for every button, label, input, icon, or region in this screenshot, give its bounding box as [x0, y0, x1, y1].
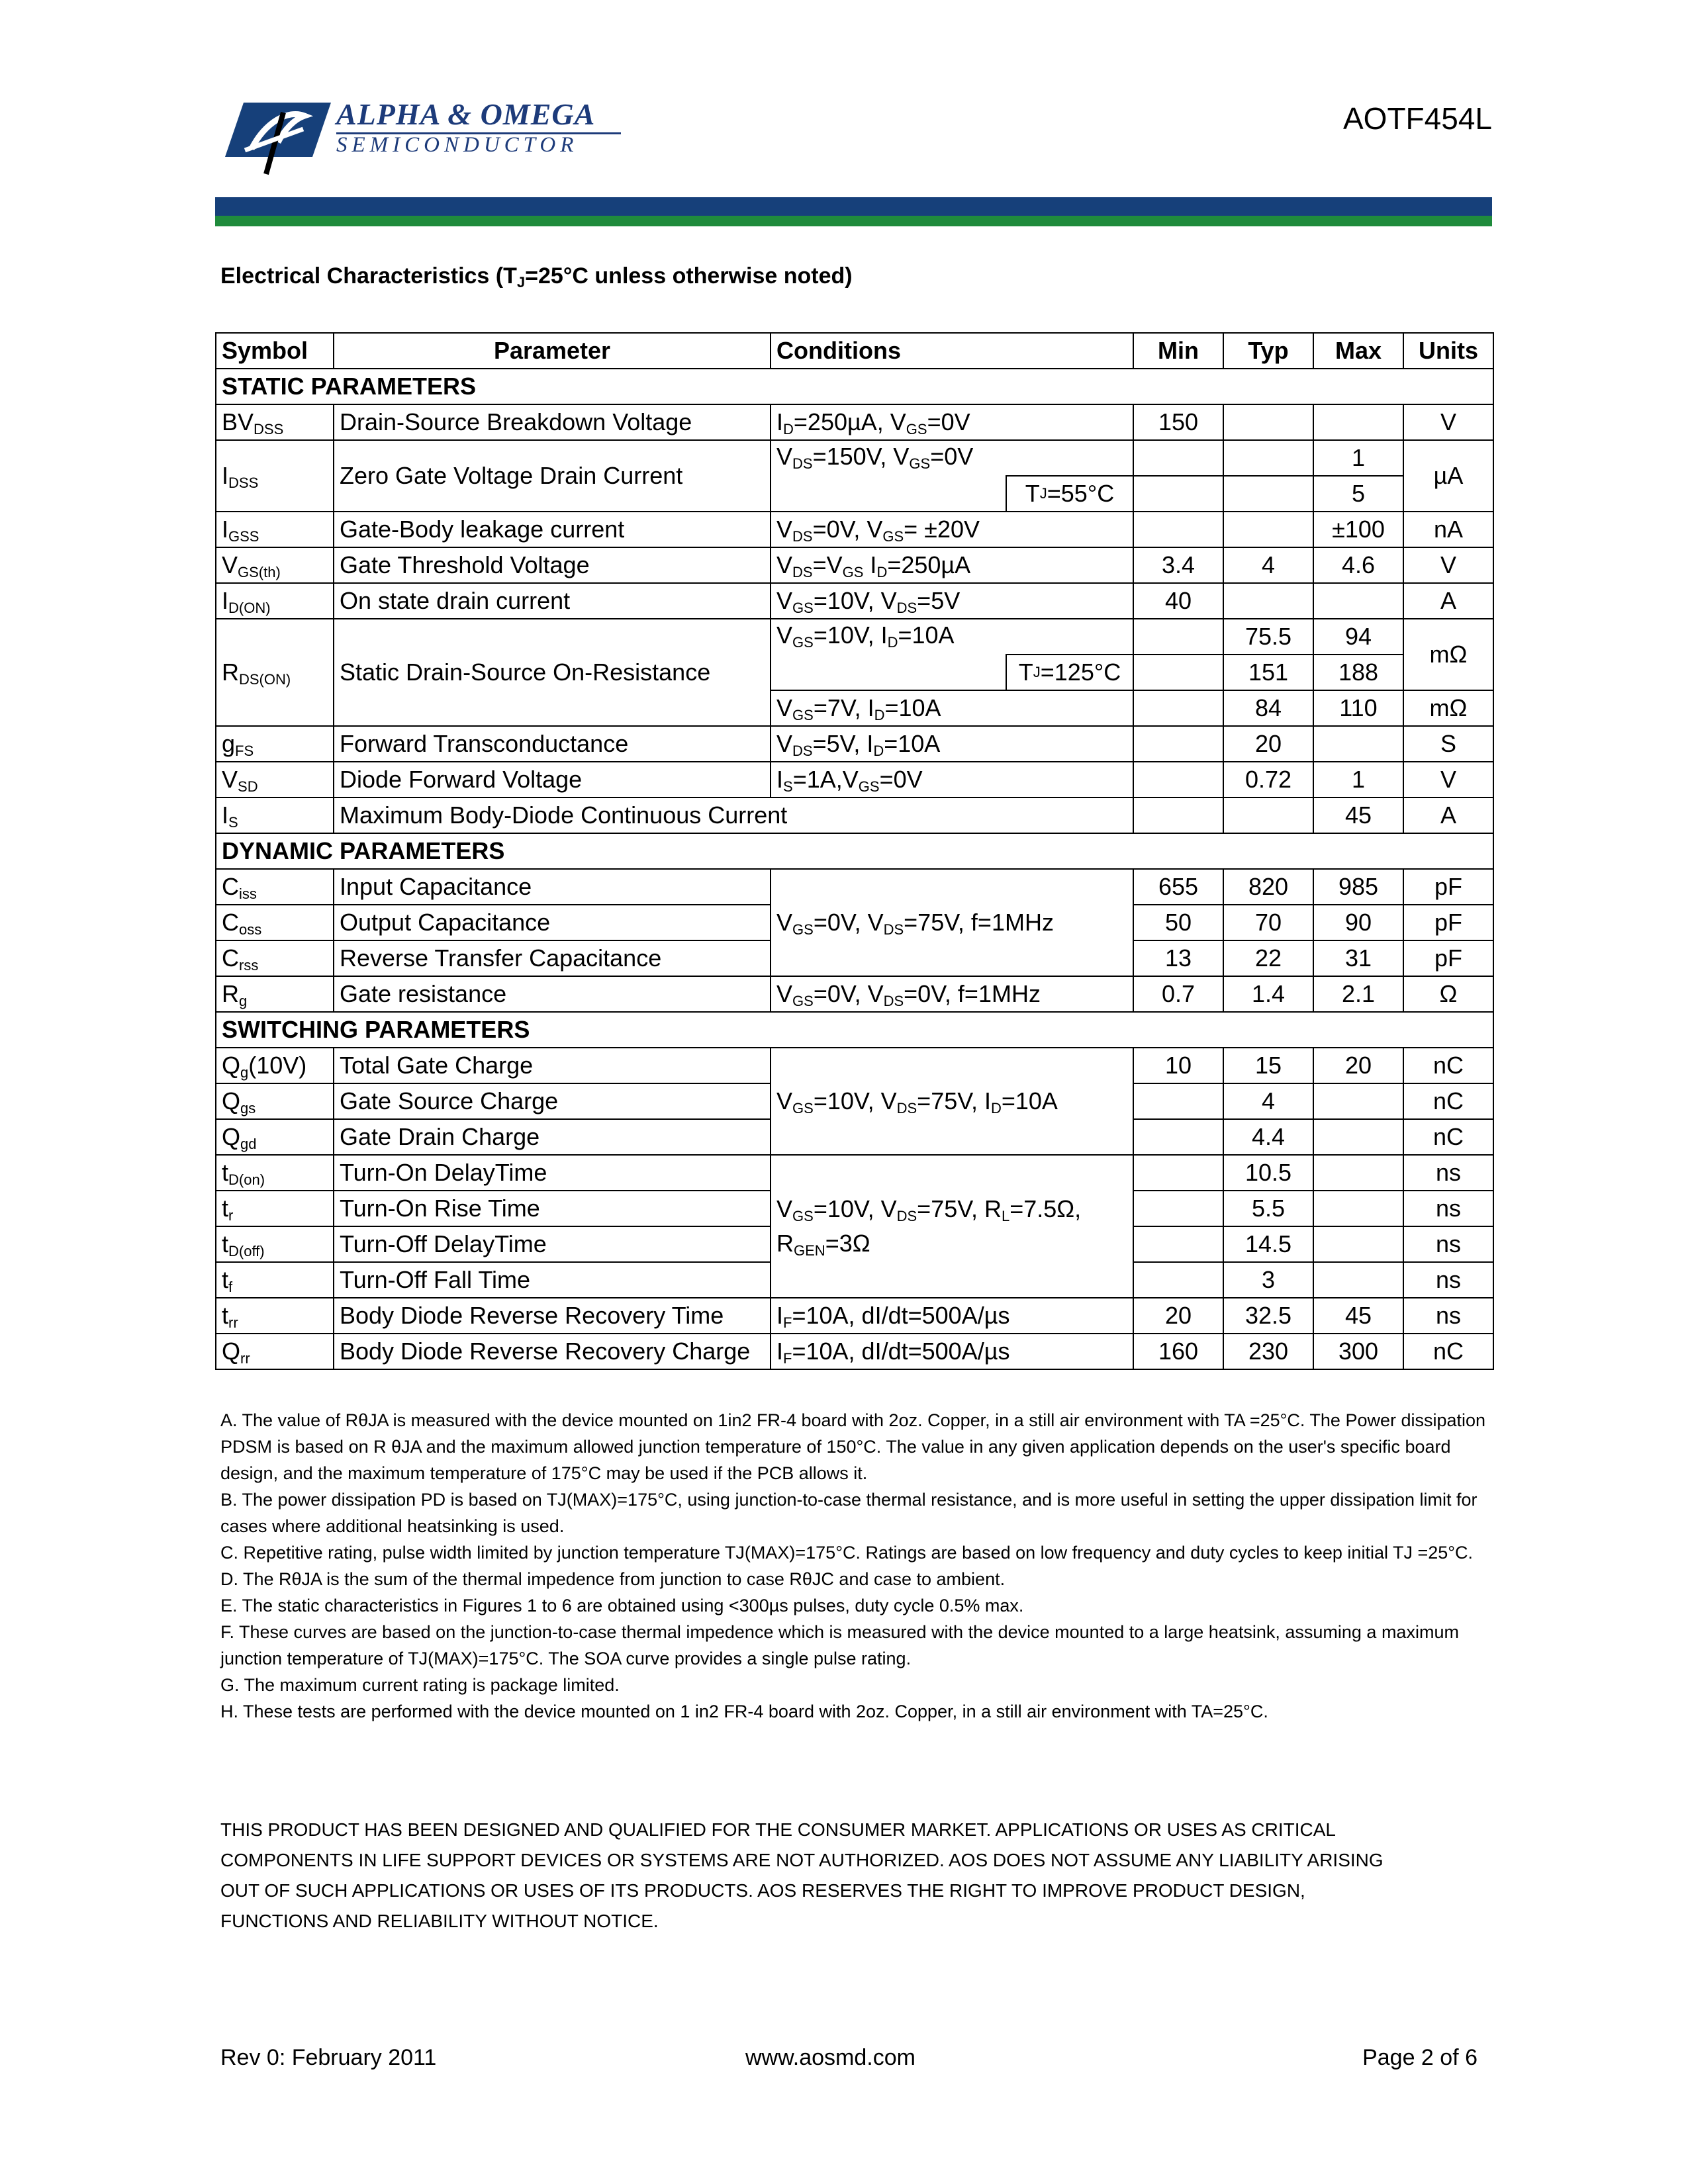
- min-qrr: 160: [1133, 1334, 1223, 1369]
- typ-rdson-2: 151: [1223, 655, 1313, 690]
- header-parameter: Parameter: [334, 333, 771, 369]
- table-row: [216, 404, 1493, 440]
- cond-capacitance: $V_{GS}=0V$, $V_{DS}=75V$, f=1MHz: [771, 869, 1133, 976]
- typ-tdon: 10.5: [1223, 1155, 1313, 1191]
- param-ciss: Input Capacitance: [334, 869, 771, 905]
- symbol-qrr: $Q_{rr}$: [216, 1334, 334, 1369]
- cond-gate-charge: $V_{GS}=10V$, $V_{DS}=75V$, $I_D=10A$: [771, 1048, 1133, 1155]
- table-row: [216, 440, 1493, 476]
- symbol-is: $I_S$: [216, 797, 334, 833]
- min-ciss: 655: [1133, 869, 1223, 905]
- disclaimer-line: OUT OF SUCH APPLICATIONS OR USES OF ITS PRODUCTS. AOS RESERVES THE RIGHT TO IMPROVE PRODUCT DESIGN,: [220, 1880, 1305, 1901]
- section-title: Electrical Characteristics ($T_J=25^\circ C$ unless otherwise noted): [220, 263, 853, 291]
- table-row: [216, 1298, 1493, 1334]
- symbol-gfs: $g_{FS}$: [216, 726, 334, 762]
- note-h: H. These tests are performed with the device mounted on 1 in2 FR-4 board with 2oz. Copper, in a still air environment with TA=25°C.: [220, 1702, 1268, 1721]
- unit-vgsth: V: [1403, 547, 1493, 583]
- unit-is: A: [1403, 797, 1493, 833]
- min-qg: 10: [1133, 1048, 1223, 1083]
- cond-gfs: $V_{DS}=5V$, $I_D=10A$: [771, 726, 1133, 762]
- typ-vsd: 0.72: [1223, 762, 1313, 797]
- param-trr: Body Diode Reverse Recovery Time: [334, 1298, 771, 1334]
- param-tdoff: Turn-Off DelayTime: [334, 1226, 771, 1262]
- symbol-qgs: $Q_{gs}$: [216, 1083, 334, 1119]
- table-header-row: [216, 333, 1493, 369]
- symbol-igss: $I_{GSS}$: [216, 512, 334, 547]
- min-bvdss: 150: [1133, 404, 1223, 440]
- unit-tdon: ns: [1403, 1155, 1493, 1191]
- typ-qgs: 4: [1223, 1083, 1313, 1119]
- typ-crss: 22: [1223, 940, 1313, 976]
- param-crss: Reverse Transfer Capacitance: [334, 940, 771, 976]
- table-row: [216, 619, 1493, 655]
- unit-rdson-3: mΩ: [1403, 690, 1493, 726]
- typ-tdoff: 14.5: [1223, 1226, 1313, 1262]
- cond-igss: $V_{DS}=0V$, $V_{GS}= \pm 20V$: [771, 512, 1133, 547]
- min-vgsth: 3.4: [1133, 547, 1223, 583]
- max-crss: 31: [1313, 940, 1403, 976]
- symbol-tdoff: $t_{D(off)}$: [216, 1226, 334, 1262]
- unit-trr: ns: [1403, 1298, 1493, 1334]
- typ-gfs: 20: [1223, 726, 1313, 762]
- note-a: A. The value of RθJA is measured with the device mounted on 1in2 FR-4 board with 2oz. Copper, in a still air environment with TA =25°C. The Power dissipation PDSM is based on R θJA and the maximum allowed junction temperature of 150°C. The value in any given application depends on the user's specific board design, and the maximum temperature of 175°C may be used if the PCB allows it.: [220, 1410, 1486, 1483]
- param-coss: Output Capacitance: [334, 905, 771, 940]
- disclaimer-line: THIS PRODUCT HAS BEEN DESIGNED AND QUALIFIED FOR THE CONSUMER MARKET. APPLICATIONS OR USES AS CRITICAL: [220, 1819, 1336, 1840]
- typ-tr: 5.5: [1223, 1191, 1313, 1226]
- symbol-qg: $Q_g(10V)$: [216, 1048, 334, 1083]
- header-band-blue: [215, 197, 1492, 216]
- unit-vsd: V: [1403, 762, 1493, 797]
- param-vsd: Diode Forward Voltage: [334, 762, 771, 797]
- typ-qgd: 4.4: [1223, 1119, 1313, 1155]
- unit-ciss: pF: [1403, 869, 1493, 905]
- unit-igss: nA: [1403, 512, 1493, 547]
- typ-coss: 70: [1223, 905, 1313, 940]
- cond-rdson-3: $V_{GS}=7V$, $I_D=10A$: [771, 690, 1133, 726]
- symbol-trr: $t_{rr}$: [216, 1298, 334, 1334]
- unit-idss: µA: [1403, 440, 1493, 512]
- company-name: ALPHA & OMEGA: [336, 97, 596, 131]
- symbol-ciss: $C_{iss}$: [216, 869, 334, 905]
- max-rdson-2: 188: [1313, 655, 1403, 690]
- company-subtitle: SEMICONDUCTOR: [336, 133, 579, 157]
- symbol-tf: $t_f$: [216, 1262, 334, 1298]
- typ-ciss: 820: [1223, 869, 1313, 905]
- disclaimer-line: COMPONENTS IN LIFE SUPPORT DEVICES OR SYSTEMS ARE NOT AUTHORIZED. AOS DOES NOT ASSUME ANY LIABILITY ARISING: [220, 1850, 1383, 1870]
- table-row: [216, 869, 1493, 905]
- note-e: E. The static characteristics in Figures 1 to 6 are obtained using <300µs pulses, duty cycle 0.5% max.: [220, 1596, 1024, 1615]
- cond-vgsth: $V_{DS}=V_{GS}$ $I_D=250\mu A$: [771, 547, 1133, 583]
- section-static: STATIC PARAMETERS: [216, 369, 1493, 404]
- min-trr: 20: [1133, 1298, 1223, 1334]
- section-dynamic: DYNAMIC PARAMETERS: [216, 833, 1493, 869]
- typ-rdson-1: 75.5: [1223, 619, 1313, 655]
- table-row: [216, 762, 1493, 797]
- cond-idss: $V_{DS}=150V$, $V_{GS}=0V$ T J =55°C: [771, 440, 1133, 512]
- header-conditions: Conditions: [771, 333, 1133, 369]
- table-row: [216, 547, 1493, 583]
- cond-switching: $V_{GS}=10V$, $V_{DS}=75V$, $R_L=7.5\Omega$, $R_{GEN}=3\Omega$: [771, 1155, 1133, 1298]
- param-gfs: Forward Transconductance: [334, 726, 771, 762]
- cond-qrr: $I_F=10A$, dI/dt=500A/µs: [771, 1334, 1133, 1369]
- table-row: [216, 1334, 1493, 1369]
- symbol-qgd: $Q_{gd}$: [216, 1119, 334, 1155]
- symbol-rg: $R_g$: [216, 976, 334, 1012]
- max-idss-2: 5: [1313, 476, 1403, 512]
- max-rg: 2.1: [1313, 976, 1403, 1012]
- table-row: [216, 1155, 1493, 1191]
- part-number: AOTF454L: [1343, 101, 1492, 136]
- symbol-crss: $C_{rss}$: [216, 940, 334, 976]
- symbol-coss: $C_{oss}$: [216, 905, 334, 940]
- table-row: [216, 583, 1493, 619]
- unit-coss: pF: [1403, 905, 1493, 940]
- param-bvdss: Drain-Source Breakdown Voltage: [334, 404, 771, 440]
- table-row: [216, 976, 1493, 1012]
- symbol-bvdss: $BV_{DSS}$: [216, 404, 334, 440]
- min-coss: 50: [1133, 905, 1223, 940]
- symbol-idon: $I_{D(ON)}$: [216, 583, 334, 619]
- typ-rg: 1.4: [1223, 976, 1313, 1012]
- cond-rg: $V_{GS}=0V$, $V_{DS}=0V$, f=1MHz: [771, 976, 1133, 1012]
- param-tdon: Turn-On DelayTime: [334, 1155, 771, 1191]
- footer-website[interactable]: www.aosmd.com: [745, 2045, 915, 2070]
- param-qgs: Gate Source Charge: [334, 1083, 771, 1119]
- param-qrr: Body Diode Reverse Recovery Charge: [334, 1334, 771, 1369]
- symbol-tdon: $t_{D(on)}$: [216, 1155, 334, 1191]
- unit-bvdss: V: [1403, 404, 1493, 440]
- footer-page-number: Page 2 of 6: [1362, 2045, 1477, 2070]
- cond-rdson: $V_{GS}=10V$, $I_D=10A$ T J =125°C: [771, 619, 1133, 690]
- typ-qrr: 230: [1223, 1334, 1313, 1369]
- typ-qg: 15: [1223, 1048, 1313, 1083]
- header-typ: Typ: [1223, 333, 1313, 369]
- header-max: Max: [1313, 333, 1403, 369]
- max-is: 45: [1313, 797, 1403, 833]
- cond-bvdss: $I_D=250\mu A$, $V_{GS}=0V$: [771, 404, 1133, 440]
- header-symbol: Symbol: [216, 333, 334, 369]
- max-trr: 45: [1313, 1298, 1403, 1334]
- table-row: [216, 726, 1493, 762]
- param-rdson: Static Drain-Source On-Resistance: [334, 619, 771, 726]
- cond-trr: $I_F=10A$, dI/dt=500A/µs: [771, 1298, 1133, 1334]
- max-vsd: 1: [1313, 762, 1403, 797]
- unit-tf: ns: [1403, 1262, 1493, 1298]
- typ-rdson-3: 84: [1223, 690, 1313, 726]
- unit-qgs: nC: [1403, 1083, 1493, 1119]
- symbol-vgsth: $V_{GS(th)}$: [216, 547, 334, 583]
- max-qrr: 300: [1313, 1334, 1403, 1369]
- param-vgsth: Gate Threshold Voltage: [334, 547, 771, 583]
- max-rdson-3: 110: [1313, 690, 1403, 726]
- header-units: Units: [1403, 333, 1493, 369]
- cond-vsd: $I_S=1A,V_{GS}=0V$: [771, 762, 1133, 797]
- footer-revision: Rev 0: February 2011: [220, 2045, 437, 2070]
- max-coss: 90: [1313, 905, 1403, 940]
- electrical-characteristics-table: [215, 332, 1494, 1370]
- unit-tdoff: ns: [1403, 1226, 1493, 1262]
- unit-qgd: nC: [1403, 1119, 1493, 1155]
- param-idss: Zero Gate Voltage Drain Current: [334, 440, 771, 512]
- param-qg: Total Gate Charge: [334, 1048, 771, 1083]
- max-rdson-1: 94: [1313, 619, 1403, 655]
- max-igss: ±100: [1313, 512, 1403, 547]
- param-idon: On state drain current: [334, 583, 771, 619]
- param-is: Maximum Body-Diode Continuous Current: [334, 797, 1133, 833]
- min-rg: 0.7: [1133, 976, 1223, 1012]
- footnotes: [220, 1407, 1491, 1725]
- note-d: D. The RθJA is the sum of the thermal impedence from junction to case RθJC and case to ambient.: [220, 1569, 1006, 1589]
- note-c: C. Repetitive rating, pulse width limited by junction temperature TJ(MAX)=175°C. Ratings are based on low frequency and duty cycles to keep initial TJ =25°C.: [220, 1543, 1474, 1563]
- note-b: B. The power dissipation PD is based on TJ(MAX)=175°C, using junction-to-case thermal resistance, and is more useful in setting the upper dissipation limit for cases where additional heatsinking is used.: [220, 1490, 1477, 1536]
- symbol-rdson: $R_{DS(ON)}$: [216, 619, 334, 726]
- param-qgd: Gate Drain Charge: [334, 1119, 771, 1155]
- table-row: [216, 797, 1493, 833]
- cond-idon: $V_{GS}=10V$, $V_{DS}=5V$: [771, 583, 1133, 619]
- unit-idon: A: [1403, 583, 1493, 619]
- unit-tr: ns: [1403, 1191, 1493, 1226]
- max-ciss: 985: [1313, 869, 1403, 905]
- symbol-idss: $I_{DSS}$: [216, 440, 334, 512]
- max-vgsth: 4.6: [1313, 547, 1403, 583]
- max-qg: 20: [1313, 1048, 1403, 1083]
- disclaimer: [220, 1815, 1491, 1936]
- table-row: [216, 512, 1493, 547]
- company-logo-icon: [225, 103, 331, 175]
- note-g: G. The maximum current rating is package limited.: [220, 1675, 620, 1695]
- unit-rdson: mΩ: [1403, 619, 1493, 690]
- max-idss-1: 1: [1313, 440, 1403, 476]
- param-igss: Gate-Body leakage current: [334, 512, 771, 547]
- min-idon: 40: [1133, 583, 1223, 619]
- typ-trr: 32.5: [1223, 1298, 1313, 1334]
- table-row: [216, 1048, 1493, 1083]
- unit-qrr: nC: [1403, 1334, 1493, 1369]
- section-switching: SWITCHING PARAMETERS: [216, 1012, 1493, 1048]
- disclaimer-line: FUNCTIONS AND RELIABILITY WITHOUT NOTICE.: [220, 1911, 659, 1931]
- typ-tf: 3: [1223, 1262, 1313, 1298]
- unit-crss: pF: [1403, 940, 1493, 976]
- param-tr: Turn-On Rise Time: [334, 1191, 771, 1226]
- typ-vgsth: 4: [1223, 547, 1313, 583]
- header-band-green: [215, 216, 1492, 226]
- min-crss: 13: [1133, 940, 1223, 976]
- param-rg: Gate resistance: [334, 976, 771, 1012]
- unit-gfs: S: [1403, 726, 1493, 762]
- header-min: Min: [1133, 333, 1223, 369]
- symbol-tr: $t_r$: [216, 1191, 334, 1226]
- unit-rg: Ω: [1403, 976, 1493, 1012]
- note-f: F. These curves are based on the junction-to-case thermal impedence which is measured with the device mounted to a large heatsink, assuming a maximum junction temperature of TJ(MAX)=175°C. The SOA curve provides a single pulse rating.: [220, 1622, 1459, 1668]
- symbol-vsd: $V_{SD}$: [216, 762, 334, 797]
- param-tf: Turn-Off Fall Time: [334, 1262, 771, 1298]
- unit-qg: nC: [1403, 1048, 1493, 1083]
